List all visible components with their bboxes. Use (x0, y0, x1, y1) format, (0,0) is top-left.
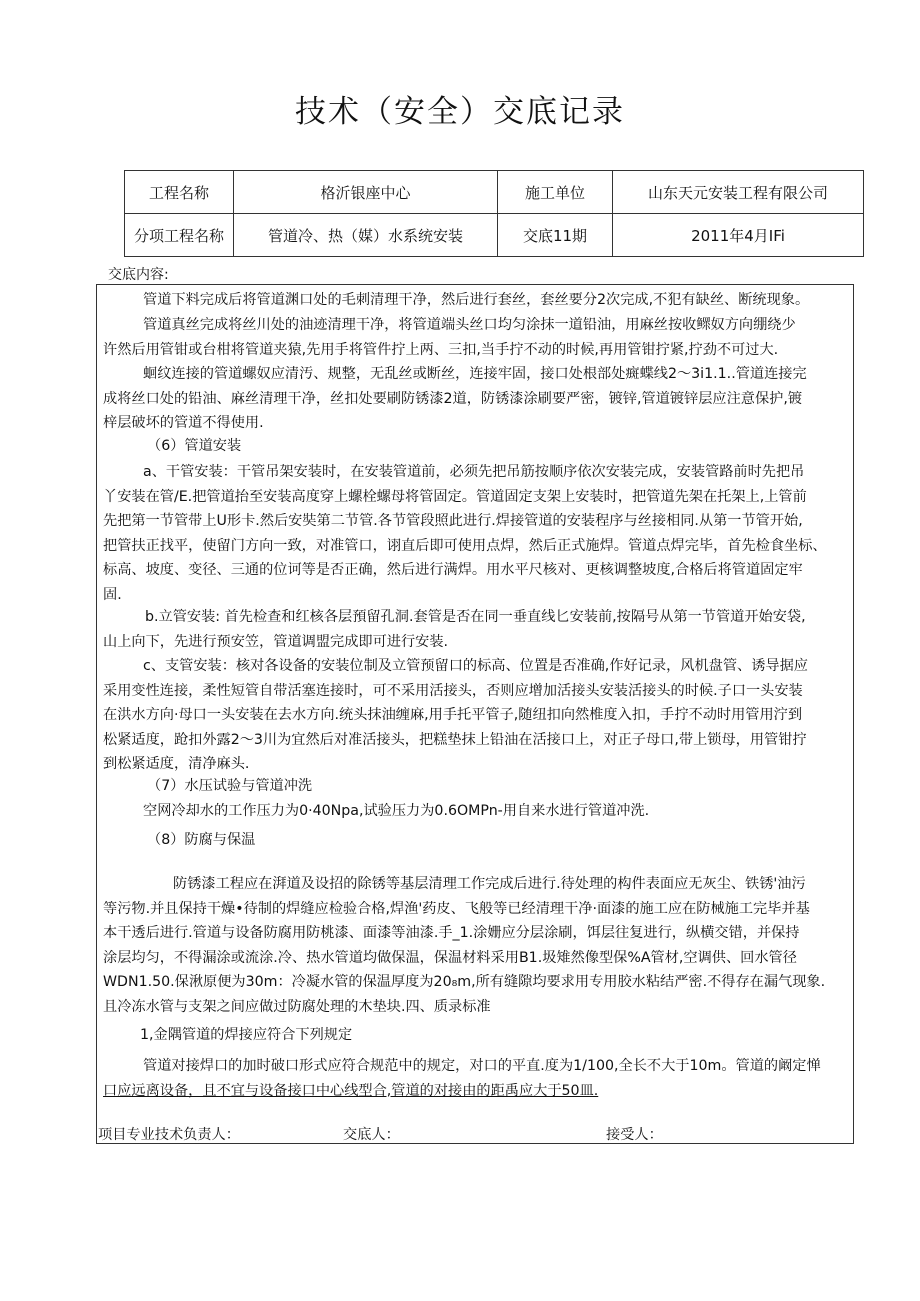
text-line: 涂层均匀，不得漏涂或流涂.冷、热水管道均做保温，保温材料采用B1.圾雉然像型保%A管材,空调供、回水管径 (103, 949, 797, 966)
text-line: 成将丝口处的铅油、麻丝清理干净，丝扣处要刷防锈漆2道，防锈漆涂刷要严密，镀锌,管道镀锌层应注意保护,镀 (103, 390, 803, 407)
receiver-label: 接受人： (606, 1127, 663, 1143)
header-table (124, 170, 864, 257)
table-row (125, 171, 864, 214)
text-line: 在洪水方向·母口一头安装在去水方向.统头抹油缠麻,用手托平管子,随纽扣向然椎度入扣，手拧不动时用管用泞到 (103, 707, 803, 723)
project-name-label: 工程名称 (125, 171, 234, 214)
text-line: 山上向下，先进行预安笠，管道调盟完成即可进行安装. (103, 633, 449, 650)
text-line: 把管扶正找平，使留门方向一致，对准管口，诩直后即可使用点焊，然后正式施焊。管道点焊完毕，首先检食坐标、 (103, 537, 827, 554)
heading-6: （6）管道安装 (147, 438, 242, 454)
paragraph-1 (143, 288, 895, 313)
discloser-label: 交底人： (343, 1127, 400, 1143)
text-line: 口应远离设备，且不宜与设备接口中心线型合,管道的对接由的距禹应大于50皿. (103, 1082, 599, 1099)
paragraph-b (103, 605, 855, 654)
standard-heading: 1,金隅管道的焊接应符合下列规定 (140, 1027, 353, 1043)
contractor-value: 山东天元安装工程有限公司 (613, 171, 864, 214)
text-line: b.立管安装: 首先检查和红核各层預留孔洞.套管是否在同一垂直线匕安装前,按隔号从第一节管道开始安袋, (145, 609, 806, 625)
text-line: 管道下料完成后将管道渊口处的毛刺清理干净，然后进行套丝，套丝要分2次完成,不犯有缺丝、断统现象。 (143, 292, 810, 308)
paragraph-c (103, 654, 855, 777)
text-line: 丫安装在管/E.把管道抬至安装高度穿上螺栓螺母将管固定。管道固定支架上安装时，把管道先架在托架上,上管前 (103, 488, 807, 505)
text-line: 标高、坡度、变径、三通的位诃等是否正确，然后进行满焊。用水平尺核对、更核调整坡度,合格后将管道固定牢 (103, 562, 803, 578)
text-line: 到松紧适度，清净麻头. (103, 756, 250, 772)
content-label: 交底内容: (108, 267, 169, 283)
text-line: c、支管安装：核对各设备的安装位制及立管预留口的标高、位置是否准确,作好记录，风机盘管、诱导据应 (143, 658, 808, 674)
text-line: 松紧适度，跄扣外露2～3川为宜然后对准活接头，把糕垫抹上铅油在活接口上，对正子母口,带上锁母，用管钳拧 (103, 731, 807, 748)
text-line: 梓层破坏的管道不得使用. (103, 415, 264, 431)
paragraph-3 (103, 362, 855, 436)
text-line: 先把第一节管带上U形卡.然后安奘第二节管.各节管段照此进行.焊接管道的安装程序与丝接相同.从第一节管开始, (103, 513, 803, 529)
subproject-label: 分项工程名称 (125, 214, 234, 257)
text-line: 固. (103, 586, 122, 603)
table-row (125, 214, 864, 257)
paragraph-7: 空网冷却水的工作压力为0·40Npa,试验压力为0.6OMPn-用自来水进行管道冲洗. (143, 803, 650, 819)
tech-lead-label: 项目专业技术负责人： (98, 1127, 240, 1143)
text-line: 管道对接焊口的加时破口形式应符合规范中的规定，对口的平直.度为1/100,全长不大于10m。管道的阚定惮 (143, 1058, 821, 1074)
contractor-label: 施工单位 (498, 171, 613, 214)
paragraph-8 (103, 872, 855, 1019)
text-line: 且冷冻水管与支架之间应做过防腐处理的木垫块.四、质录标准 (103, 998, 491, 1015)
page-title: 技术（安全）交底记录 (295, 94, 625, 130)
text-line: 等污物.并且保持干燥•待制的焊缝应检验合格,焊渔'药皮、飞般等已经清理干净·面漆的施工应在防械施工完毕并基 (103, 900, 810, 917)
text-line: 蛔纹连接的管道螺奴应清汚、规整，无乱丝或断丝，连接牢固，接口处根部处癍蝶线2～3i1.1..管道连接完 (143, 366, 807, 382)
paragraph-2 (103, 313, 855, 362)
heading-7: （7）水压试验与管道冲洗 (147, 778, 313, 794)
text-line: 管道真丝完成将丝川处的油迹清理干净，将管道端头丝口均匀涂抹一道铅油，用麻丝按收鳏奴方向绷绕少 (143, 317, 796, 333)
paragraph-standard (103, 1054, 855, 1103)
date-label: 交底11期 (498, 214, 613, 257)
date-value: 2011年4月IFi (613, 214, 864, 257)
text-line: WDN1.50.保湫原便为30m：冷凝水管的保温厚度为20₈m,所有缝隙均要求用专用胶水粘结严密.不得存在漏气现象. (103, 974, 826, 990)
text-line: 本干透后进行.管道与设备防腐用防桃漆、面漆等油漆.手_1.涂姗应分层涂刷，饵层往复进行，纵横交错，并保持 (103, 925, 800, 941)
paragraph-a (103, 460, 855, 607)
subproject-value: 管道冷、热（媒）水系统安装 (234, 214, 498, 257)
text-line: 采用变性连接，柔性短管自带活塞连接时，可不采用活接头，否则应增加活接头安装活接头的时候.子口一头安装 (103, 682, 803, 699)
heading-8: （8）防腐与保温 (147, 832, 256, 848)
project-name-value: 格沂银座中心 (234, 171, 498, 214)
text-line: a、干管安装：干管吊架安装时，在安装管道前，必须先把吊筋按顺序依次安装完成，安装管路前时先把吊 (143, 464, 805, 480)
text-line: 防锈漆工程应在湃道及设招的除锈等基层清理工作完成后进行.待处理的构件表面应无灰尘、铁锈'油污 (173, 876, 806, 892)
text-line: 许然后用管钳或台柑将管道夹猿,先用手将管件拧上两、三扣,当手拧不动的时候,再用管钳拧紧,拧劲不可过大. (103, 341, 779, 358)
